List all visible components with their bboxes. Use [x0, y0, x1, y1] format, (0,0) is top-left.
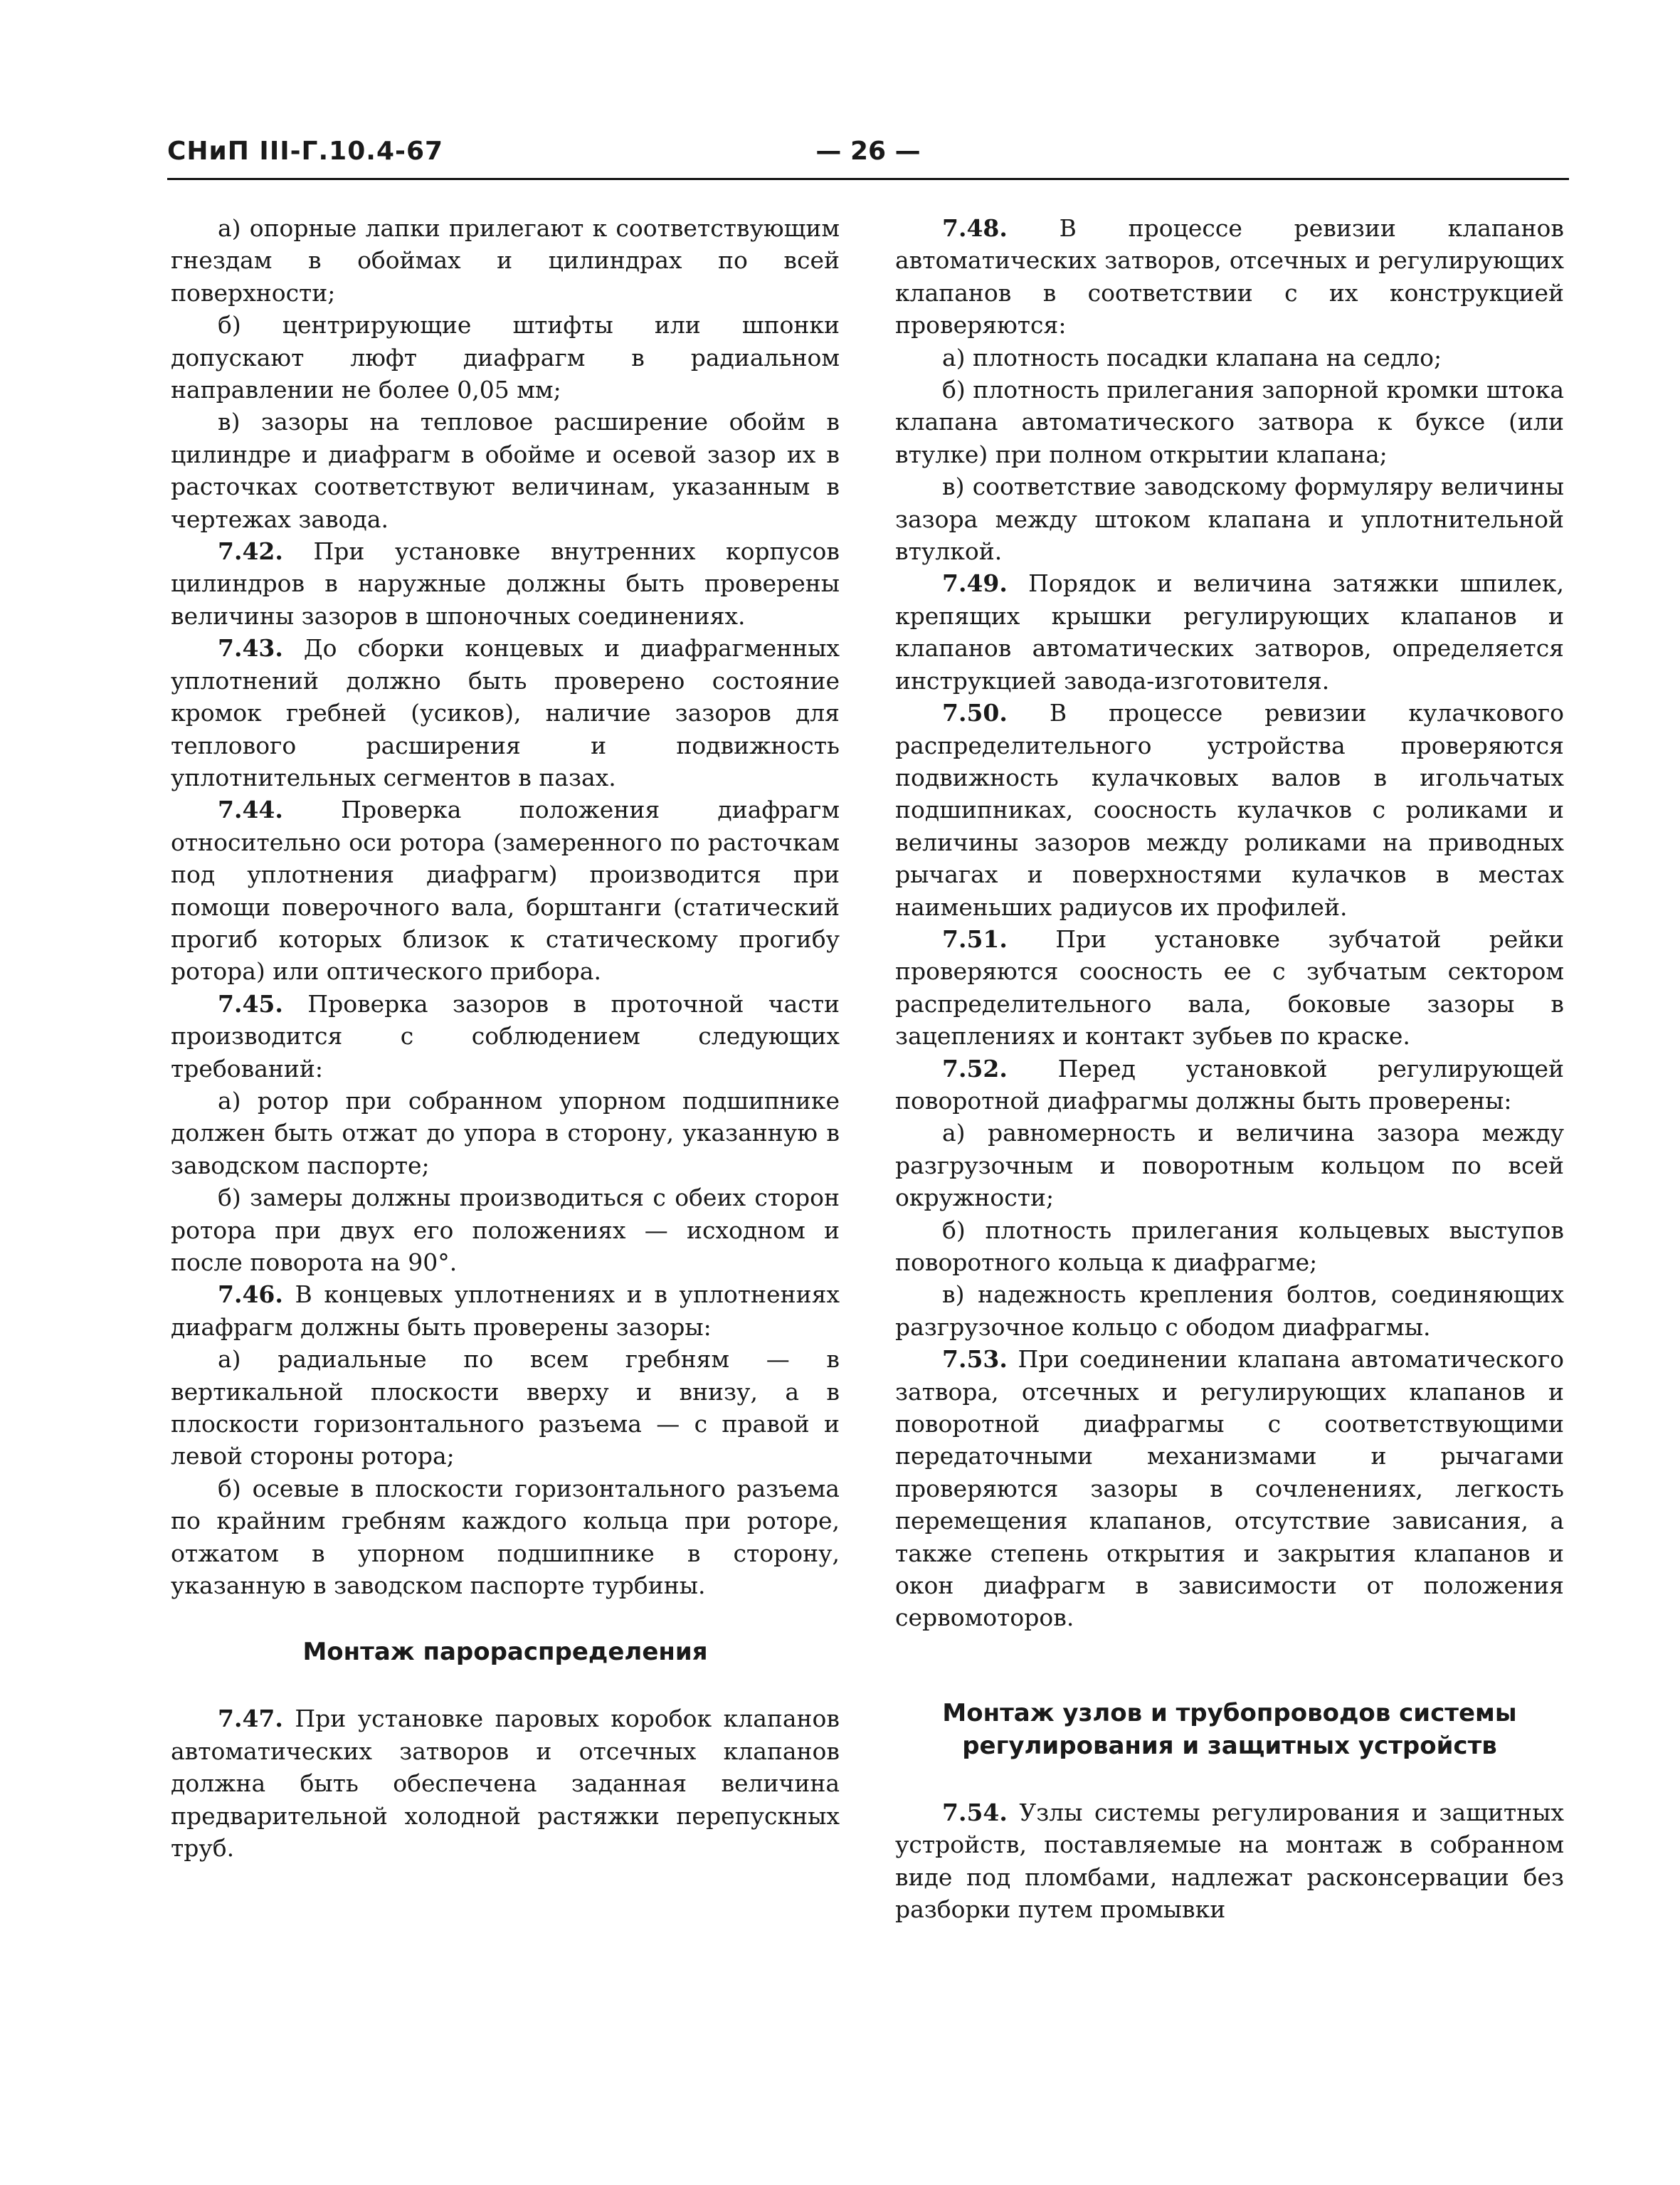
- paragraph-text: а) ротор при собранном упорном подшипнике должен быть отжат до упора в сторону, указанную в заводском паспорте;: [171, 1086, 840, 1179]
- list-item-paragraph: [895, 1214, 1564, 1279]
- left-paragraphs-after-heading: [171, 1702, 840, 1864]
- clause-number: 7.50.: [942, 699, 1008, 727]
- paragraph-text: Проверка положения диафрагм относительно оси ротора (замеренного по расточкам под уплотнения диафрагм) производится при помощи поверочного вала, борштанги (статический прогиб которых близок к статическому прогибу ротора) или оптического прибора.: [171, 796, 840, 986]
- clause-paragraph: [171, 1702, 840, 1864]
- clause-number: 7.43.: [218, 634, 283, 663]
- paragraph-text: В процессе ревизии кулачкового распределительного устройства проверяются подвижность кулачковых валов в игольчатых подшипниках, соосность кулачков с роликами и величины зазоров между роликами на приводных рычагах и поверхностями кулачков в местах наименьших радиусов их профилей.: [895, 699, 1564, 921]
- list-item-paragraph: [895, 1117, 1564, 1213]
- paragraph-text: б) центрирующие штифты или шпонки допускают люфт диафрагм в радиальном направлении не более 0,05 мм;: [171, 311, 840, 404]
- list-item-paragraph: [895, 470, 1564, 567]
- clause-paragraph: [171, 794, 840, 987]
- paragraph-text: а) плотность посадки клапана на седло;: [942, 343, 1442, 372]
- left-paragraphs: [171, 212, 840, 1601]
- list-item-paragraph: [171, 309, 840, 406]
- clause-paragraph: [171, 1278, 840, 1343]
- page-number: — 26 —: [815, 137, 921, 166]
- clause-number: 7.51.: [942, 925, 1008, 953]
- clause-number: 7.44.: [218, 796, 283, 824]
- clause-number: 7.47.: [218, 1705, 283, 1733]
- clause-number: 7.52.: [942, 1054, 1008, 1083]
- clause-number: 7.54.: [942, 1798, 1008, 1826]
- list-item-paragraph: [171, 406, 840, 535]
- paragraph-text: Проверка зазоров в проточной части производится с соблюдением следующих требований:: [171, 989, 840, 1083]
- clause-number: 7.49.: [942, 569, 1008, 598]
- paragraph-text: При установке зубчатой рейки проверяются соосность ее с зубчатым сектором распределительного вала, боковые зазоры в зацеплениях и контакт зубьев по краске.: [895, 925, 1564, 1051]
- paragraph-text: При установке внутренних корпусов цилиндров в наружные должны быть проверены величины зазоров в шпоночных соединениях.: [171, 537, 840, 630]
- paragraph-text: При соединении клапана автоматического затвора, отсечных и регулирующих клапанов и поворотной диафрагмы с соответствующими передаточными механизмами и рычагами проверяются зазоры в сочленениях, легкость перемещения клапанов, отсутствие зависания, а также степень открытия и закрытия клапанов и окон диафрагм в зависимости от положения сервомоторов.: [895, 1345, 1564, 1632]
- paragraph-text: б) плотность прилегания кольцевых выступов поворотного кольца к диафрагме;: [895, 1216, 1564, 1276]
- document-code: СНиП III-Г.10.4-67: [167, 137, 444, 166]
- paragraph-text: Перед установкой регулирующей поворотной диафрагмы должны быть проверены:: [895, 1054, 1564, 1115]
- list-item-paragraph: [171, 1085, 840, 1181]
- right-paragraphs: [895, 212, 1564, 1634]
- list-item-paragraph: [171, 1473, 840, 1602]
- clause-paragraph: [895, 1053, 1564, 1117]
- clause-paragraph: [895, 1796, 1564, 1926]
- paragraph-text: Порядок и величина затяжки шпилек, крепящих крышки регулирующих клапанов и клапанов автоматических затворов, определяется инструкцией завода-изготовителя.: [895, 569, 1564, 695]
- paragraph-text: в) соответствие заводскому формуляру величины зазора между штоком клапана и уплотнительной втулкой.: [895, 473, 1564, 566]
- clause-number: 7.48.: [942, 214, 1008, 242]
- paragraph-text: В концевых уплотнениях и в уплотнениях диафрагм должны быть проверены зазоры:: [171, 1280, 840, 1341]
- paragraph-text: б) плотность прилегания запорной кромки штока клапана автоматического затвора к буксе (или втулке) при полном открытии клапана;: [895, 376, 1564, 468]
- clause-paragraph: [895, 697, 1564, 923]
- clause-paragraph: [171, 535, 840, 632]
- clause-number: 7.46.: [218, 1280, 283, 1309]
- section-heading-line-2: регулирования и защитных устройств: [962, 1731, 1497, 1760]
- list-item-paragraph: [895, 374, 1564, 470]
- list-item-paragraph: [895, 342, 1564, 374]
- clause-paragraph: [895, 923, 1564, 1053]
- right-column: [895, 212, 1564, 1926]
- paragraph-text: а) опорные лапки прилегают к соответствующим гнездам в обоймах и цилиндрах по всей поверхности;: [171, 214, 840, 307]
- section-heading-line-1: Монтаж узлов и трубопроводов системы: [942, 1698, 1517, 1727]
- clause-paragraph: [895, 212, 1564, 342]
- list-item-paragraph: [171, 212, 840, 309]
- section-heading-regulation-system: [895, 1697, 1564, 1762]
- paragraph-text: В процессе ревизии клапанов автоматических затворов, отсечных и регулирующих клапанов в соответствии с их конструкцией проверяются:: [895, 214, 1564, 339]
- clause-paragraph: [895, 567, 1564, 697]
- clause-paragraph: [171, 632, 840, 794]
- paragraph-text: До сборки концевых и диафрагменных уплотнений должно быть проверено состояние кромок гребней (усиков), наличие зазоров для теплового расширения и подвижность уплотнительных сегментов в пазах.: [171, 634, 840, 791]
- clause-number: 7.45.: [218, 989, 283, 1018]
- right-paragraphs-after-heading: [895, 1796, 1564, 1926]
- page-header: [167, 135, 1569, 180]
- list-item-paragraph: [895, 1278, 1564, 1343]
- clause-paragraph: [895, 1343, 1564, 1634]
- clause-number: 7.42.: [218, 537, 283, 566]
- paragraph-text: а) радиальные по всем гребням — в вертикальной плоскости вверху и внизу, а в плоскости горизонтального разъема — с правой и левой стороны ротора;: [171, 1345, 840, 1470]
- paragraph-text: Узлы системы регулирования и защитных устройств, поставляемые на монтаж в собранном виде под пломбами, надлежат расконсервации без разборки путем промывки: [895, 1798, 1564, 1924]
- left-column: [171, 212, 840, 1865]
- clause-number: 7.53.: [942, 1345, 1008, 1374]
- paragraph-text: б) осевые в плоскости горизонтального разъема по крайним гребням каждого кольца при роторе, отжатом в упорном подшипнике в сторону, указанную в заводском паспорте турбины.: [171, 1474, 840, 1600]
- paragraph-text: в) зазоры на тепловое расширение обойм в цилиндре и диафрагм в обойме и осевой зазор их в расточках соответствуют величинам, указанным в чертежах завода.: [171, 408, 840, 533]
- paragraph-text: а) равномерность и величина зазора между разгрузочным и поворотным кольцом по всей окружности;: [895, 1119, 1564, 1212]
- section-heading-steam-distribution: Монтаж парораспределения: [302, 1638, 708, 1667]
- list-item-paragraph: [171, 1343, 840, 1473]
- clause-paragraph: [171, 988, 840, 1085]
- paragraph-text: б) замеры должны производиться с обеих сторон ротора при двух его положениях — исходном и после поворота на 90°.: [171, 1184, 840, 1276]
- list-item-paragraph: [171, 1181, 840, 1278]
- paragraph-text: При установке паровых коробок клапанов автоматических затворов и отсечных клапанов должна быть обеспечена заданная величина предварительной холодной растяжки перепускных труб.: [171, 1705, 840, 1863]
- paragraph-text: в) надежность крепления болтов, соединяющих разгрузочное кольцо с ободом диафрагмы.: [895, 1280, 1564, 1341]
